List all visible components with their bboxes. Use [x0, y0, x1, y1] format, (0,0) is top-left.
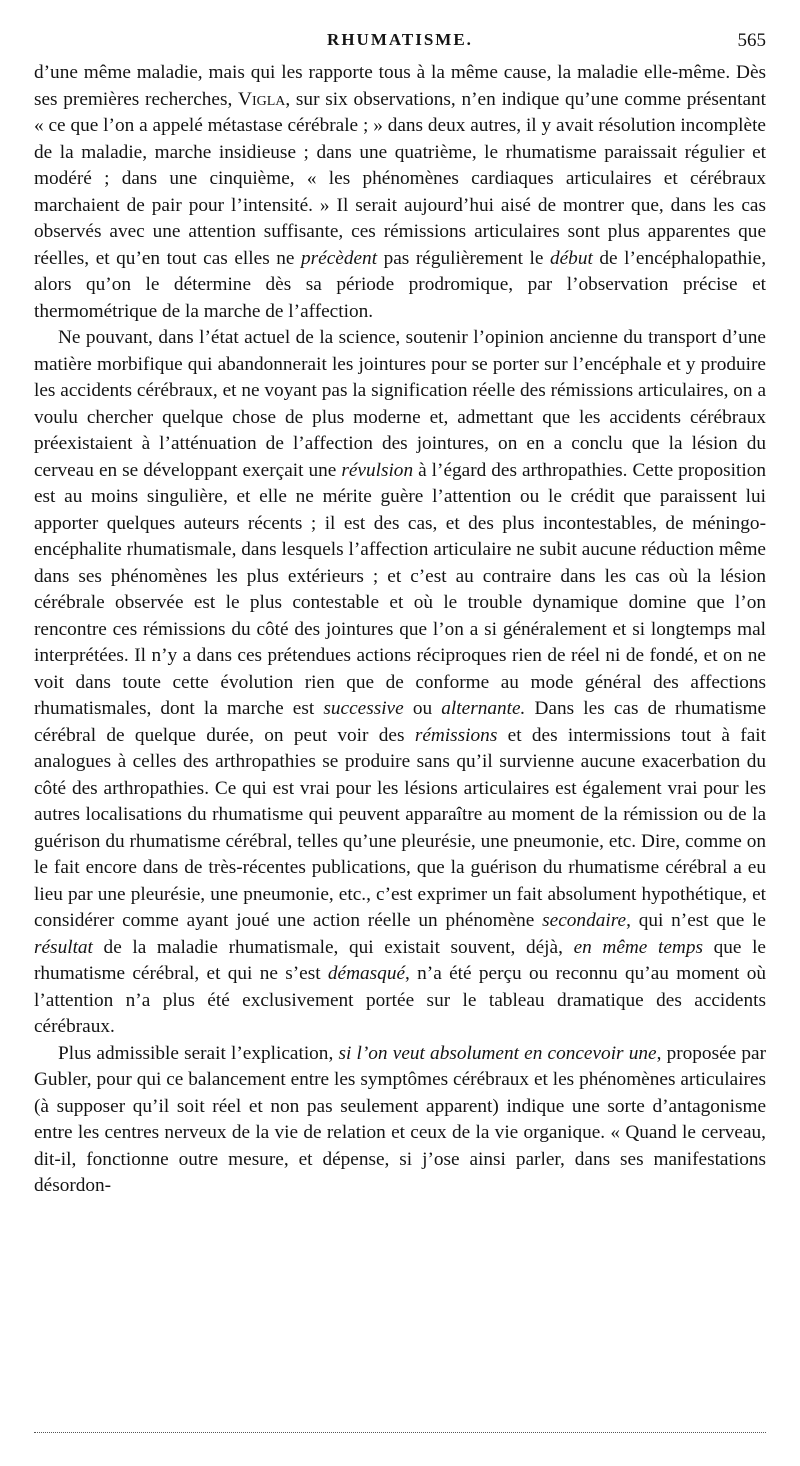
running-header [34, 30, 766, 58]
small-caps-name: Vigla [238, 88, 286, 110]
text-body [34, 60, 766, 1200]
italic-text: en même temps [573, 936, 703, 958]
text-run: Plus admissible serait l’explication, [58, 1042, 339, 1064]
text-run: Dans les cas de rhumatisme cérébral de quelque durée, on peut voir des [34, 698, 767, 746]
italic-text: secondaire [542, 910, 627, 931]
italic-text: début [549, 247, 593, 269]
text-run: à l’égard des arthropathies. Cette proposition est au moins singulière, et elle ne mérite guère l’attention ou le crédit que paraissent lui apporter quelques auteurs récents ; il est des cas, et des plus incontestables, de méningo-encéphalite rhumatismale, dans lesquels l’affection articulaire ne subit aucune réduction même dans ses phénomènes les plus extérieurs ; et c’est au contraire dans les cas où la lésion cérébrale observée est le plus contestable et où le trouble dynamique domine que l’on rencontre ces rémissions du côté des jointures que l’on a si généralement et si longtemps mal interprétées. Il n’y a dans ces prétendues actions réciproques rien de réel ni de fondé, et on ne voit dans toute cette évolution rien que de conforme au mode général des affections rhumatismales, dont la marche est [34, 459, 766, 719]
text-run: d’une même maladie, mais qui les rapporte tous à la même cause, la maladie elle-même. Dès ses premières recherches, [34, 62, 766, 110]
paragraph [34, 60, 766, 325]
text-run: , qui n’est que le [626, 910, 766, 931]
text-run: Ne pouvant, dans l’état actuel de la science, soutenir l’opinion ancienne du transport d’une matière morbifique qui abandonnerait les jointures pour se porter sur l’encéphale et y produire les accidents cérébraux, et ne voyant pas la signification réelle des rémissions articulaires, on a voulu chercher quelque chose de plus moderne et, admettant que les accidents cérébraux préexistaient à l’atténuation de l’affection des jointures, on en a conclu que la lésion du cerveau en se développant exerçait une [34, 327, 766, 481]
text-run: que le rhumatisme cérébral, et qui ne s’est [34, 936, 766, 984]
text-run: , n’a été perçu ou reconnu qu’au moment où l’attention n’a plus été exclusivement portée sur le tableau dramatique des accidents cérébraux. [34, 963, 766, 1037]
text-run: pas régulièrement le [377, 247, 550, 269]
italic-text: précèdent [301, 247, 378, 269]
italic-text: si l’on veut absolument en concevoir une [338, 1042, 657, 1064]
italic-text: successive [323, 698, 404, 719]
italic-text: résultat [34, 936, 93, 958]
paragraph [34, 1041, 766, 1200]
text-run: , sur six observations, n’en indique qu’une comme présentant « ce que l’on a appelé métastase cérébrale ; » dans deux autres, il y avait résolution incomplète de la maladie, marche insidieuse ; dans une quatrième, le rhumatisme paraissait régulier et modéré ; dans une cinquième, « les phénomènes cardiaques articulaires et cérébraux marchaient de pair pour l’intensité. » Il serait aujourd’hui aisé de montrer que, dans les cas observés avec une attention suffisante, ces rémissions articulaires sont plus apparentes que réelles, et qu’en tout cas elles ne [34, 88, 766, 269]
text-run: et des intermissions tout à fait analogues à celles des arthropathies se produire sans qu’il survienne aucune exacerbation du côté des arthropathies. Ce qui est vrai pour les lésions articulaires est également vrai pour les autres localisations du rhumatisme qui peuvent apparaître au moment de la rémission ou de la guérison du rhumatisme cérébral, telles qu’une pleurésie, une pneumonie, etc. Dire, comme on le fait encore dans de très-récentes publications, que la guérison du rhumatisme cérébral a eu lieu par une pleurésie, une pneumonie, etc., c’est exprimer un fait absolument hypothétique, et considérer comme ayant joué une action réelle un phénomène [34, 724, 767, 931]
text-run: de la maladie rhumatismale, qui existait souvent, déjà, [92, 936, 574, 958]
text-run: ou [403, 698, 442, 719]
running-title: RHUMATISME. [327, 30, 473, 49]
text-run: de l’encéphalopathie, alors qu’on le détermine dès sa période prodromique, par l’observation précise et thermométrique de la marche de l’affection. [34, 247, 767, 322]
text-run: , proposée par Gubler, pour qui ce balancement entre les symptômes cérébraux et les phénomènes articulaires (à supposer qu’il soit réel et non pas seulement apparent) indique une sorte d’antagonisme entre les centres nerveux de la vie de relation et ceux de la vie organique. « Quand le cerveau, dit-il, fonctionne outre mesure, et dépense, si j’ose ainsi parler, dans ses manifestations désordon- [34, 1042, 766, 1196]
italic-text: alternante. [441, 698, 526, 719]
italic-text: rémissions [414, 724, 498, 746]
italic-text: révulsion [341, 459, 414, 481]
footer-dotted-rule [34, 1432, 766, 1433]
page-number: 565 [737, 30, 766, 51]
paragraph [34, 325, 766, 1041]
italic-text: démasqué [327, 963, 406, 984]
